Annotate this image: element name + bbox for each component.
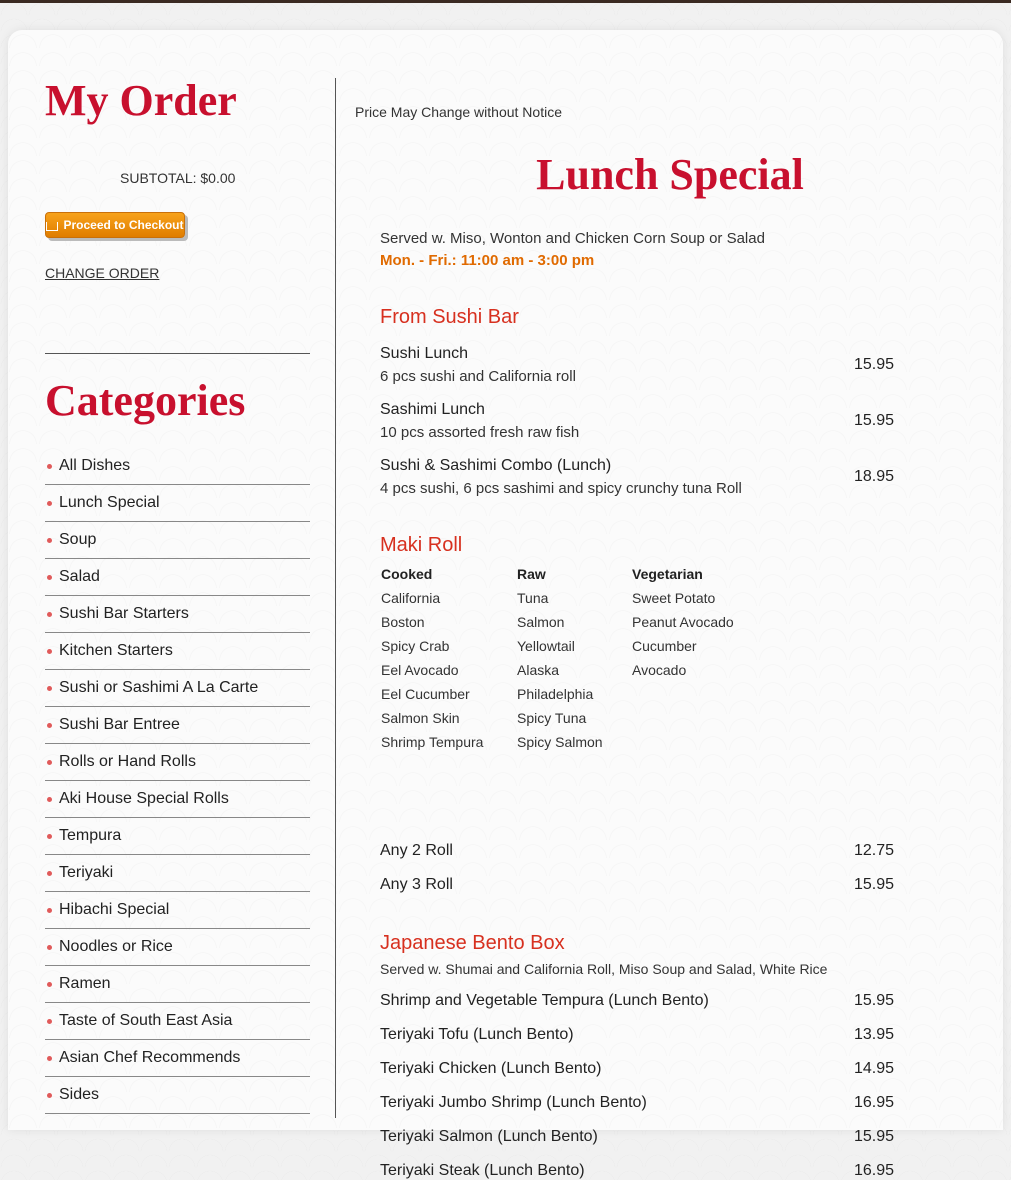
served-with: Served w. Miso, Wonton and Chicken Corn Soup or Salad	[380, 230, 765, 247]
top-bar	[0, 0, 1011, 3]
menu-item-price: 14.95	[854, 1060, 895, 1077]
menu-item-price: 15.95	[854, 356, 895, 373]
bullet-icon	[47, 501, 52, 506]
category-item[interactable]: Sushi or Sashimi A La Carte	[45, 670, 310, 707]
menu-item-price: 18.95	[854, 468, 895, 485]
bullet-icon	[47, 538, 52, 543]
menu-item-desc: 4 pcs sushi, 6 pcs sashimi and spicy crunchy tuna Roll	[380, 480, 742, 497]
subtotal: SUBTOTAL: $0.00	[120, 170, 236, 186]
menu-item-name[interactable]: Sushi Lunch	[380, 345, 469, 362]
menu-title: Lunch Special	[536, 150, 804, 199]
category-item[interactable]: Tempura	[45, 818, 310, 855]
bullet-icon	[47, 575, 52, 580]
menu-title-wrap	[355, 152, 985, 198]
menu-item-price: 15.95	[854, 1128, 895, 1145]
bullet-icon	[47, 464, 52, 469]
bullet-icon	[47, 612, 52, 617]
bullet-icon	[47, 945, 52, 950]
table-row: California Tuna Sweet Potato	[381, 590, 716, 606]
table-row: Shrimp Tempura Spicy Salmon	[381, 734, 603, 750]
category-item[interactable]: Sushi Bar Starters	[45, 596, 310, 633]
bullet-icon	[47, 723, 52, 728]
bullet-icon	[47, 1019, 52, 1024]
section-heading-bento: Japanese Bento Box	[380, 932, 565, 954]
menu-item-name[interactable]: Teriyaki Tofu (Lunch Bento)	[380, 1026, 574, 1043]
table-row: Eel Avocado Alaska Avocado	[381, 662, 687, 678]
menu-item-name[interactable]: Any 3 Roll	[380, 876, 453, 893]
checkout-button[interactable]	[45, 212, 185, 238]
menu-item-name[interactable]: Sushi & Sashimi Combo (Lunch)	[380, 457, 612, 474]
category-item[interactable]: Ramen	[45, 966, 310, 1003]
bullet-icon	[47, 797, 52, 802]
bullet-icon	[47, 760, 52, 765]
category-item[interactable]: Noodles or Rice	[45, 929, 310, 966]
lunch-hours: Mon. - Fri.: 11:00 am - 3:00 pm	[380, 252, 595, 269]
bullet-icon	[47, 982, 52, 987]
menu-item-price: 13.95	[854, 1026, 895, 1043]
category-item[interactable]: Salad	[45, 559, 310, 596]
bullet-icon	[47, 908, 52, 913]
sidebar-divider	[45, 353, 310, 354]
table-row: Boston Salmon Peanut Avocado	[381, 614, 734, 630]
category-item[interactable]: Sides	[45, 1077, 310, 1114]
category-item[interactable]: Soup	[45, 522, 310, 559]
menu-item-price: 16.95	[854, 1162, 895, 1179]
category-item[interactable]: Teriyaki	[45, 855, 310, 892]
order-title: My Order	[45, 76, 237, 125]
category-item[interactable]: Rolls or Hand Rolls	[45, 744, 310, 781]
maki-roll-table	[380, 562, 762, 754]
category-item[interactable]: Hibachi Special	[45, 892, 310, 929]
menu-item-name[interactable]: Shrimp and Vegetable Tempura (Lunch Bento)	[380, 992, 709, 1009]
menu-item-price: 12.75	[854, 842, 895, 859]
maki-col-header: Vegetarian	[632, 566, 703, 582]
menu-item-price: 16.95	[854, 1094, 895, 1111]
section-heading-maki-roll: Maki Roll	[380, 534, 463, 556]
menu-item-desc: 6 pcs sushi and California roll	[380, 368, 576, 385]
menu-item-desc: 10 pcs assorted fresh raw fish	[380, 424, 580, 441]
bullet-icon	[47, 1093, 52, 1098]
table-row: Salmon Skin Spicy Tuna	[381, 710, 587, 726]
category-item[interactable]: Kitchen Starters	[45, 633, 310, 670]
maki-col-header: Raw	[517, 566, 546, 582]
table-row: Spicy Crab Yellowtail Cucumber	[381, 638, 697, 654]
category-item[interactable]: Lunch Special	[45, 485, 310, 522]
bullet-icon	[47, 649, 52, 654]
menu-item-name[interactable]: Sashimi Lunch	[380, 401, 485, 418]
menu-item-name[interactable]: Teriyaki Salmon (Lunch Bento)	[380, 1128, 598, 1145]
bullet-icon	[47, 1056, 52, 1061]
bullet-icon	[47, 686, 52, 691]
menu-item-name[interactable]: Any 2 Roll	[380, 842, 453, 859]
category-item[interactable]: Aki House Special Rolls	[45, 781, 310, 818]
checkout-label: Proceed to Checkout	[63, 218, 184, 232]
category-item[interactable]: Sushi Bar Entree	[45, 707, 310, 744]
menu-item-name[interactable]: Teriyaki Steak (Lunch Bento)	[380, 1162, 585, 1179]
change-order-link[interactable]: CHANGE ORDER	[45, 265, 160, 281]
menu-item-price: 15.95	[854, 876, 895, 893]
table-row: Eel Cucumber Philadelphia	[381, 686, 594, 702]
menu-item-price: 15.95	[854, 992, 895, 1009]
bullet-icon	[47, 834, 52, 839]
section-heading-sushi-bar: From Sushi Bar	[380, 306, 519, 328]
category-item[interactable]: Taste of South East Asia	[45, 1003, 310, 1040]
bento-note: Served w. Shumai and California Roll, Miso Soup and Salad, White Rice	[380, 961, 828, 977]
categories-title: Categories	[45, 376, 246, 425]
menu-item-price: 15.95	[854, 412, 895, 429]
maki-col-header: Cooked	[381, 566, 433, 582]
column-divider	[335, 78, 336, 1118]
bullet-icon	[47, 871, 52, 876]
menu-item-name[interactable]: Teriyaki Chicken (Lunch Bento)	[380, 1060, 602, 1077]
category-item[interactable]: Asian Chef Recommends	[45, 1040, 310, 1077]
order-sidebar	[45, 76, 310, 1103]
category-list	[45, 448, 310, 1114]
menu-item-name[interactable]: Teriyaki Jumbo Shrimp (Lunch Bento)	[380, 1094, 647, 1111]
price-notice: Price May Change without Notice	[355, 104, 562, 120]
cart-icon	[46, 222, 58, 231]
category-item[interactable]: All Dishes	[45, 448, 310, 485]
